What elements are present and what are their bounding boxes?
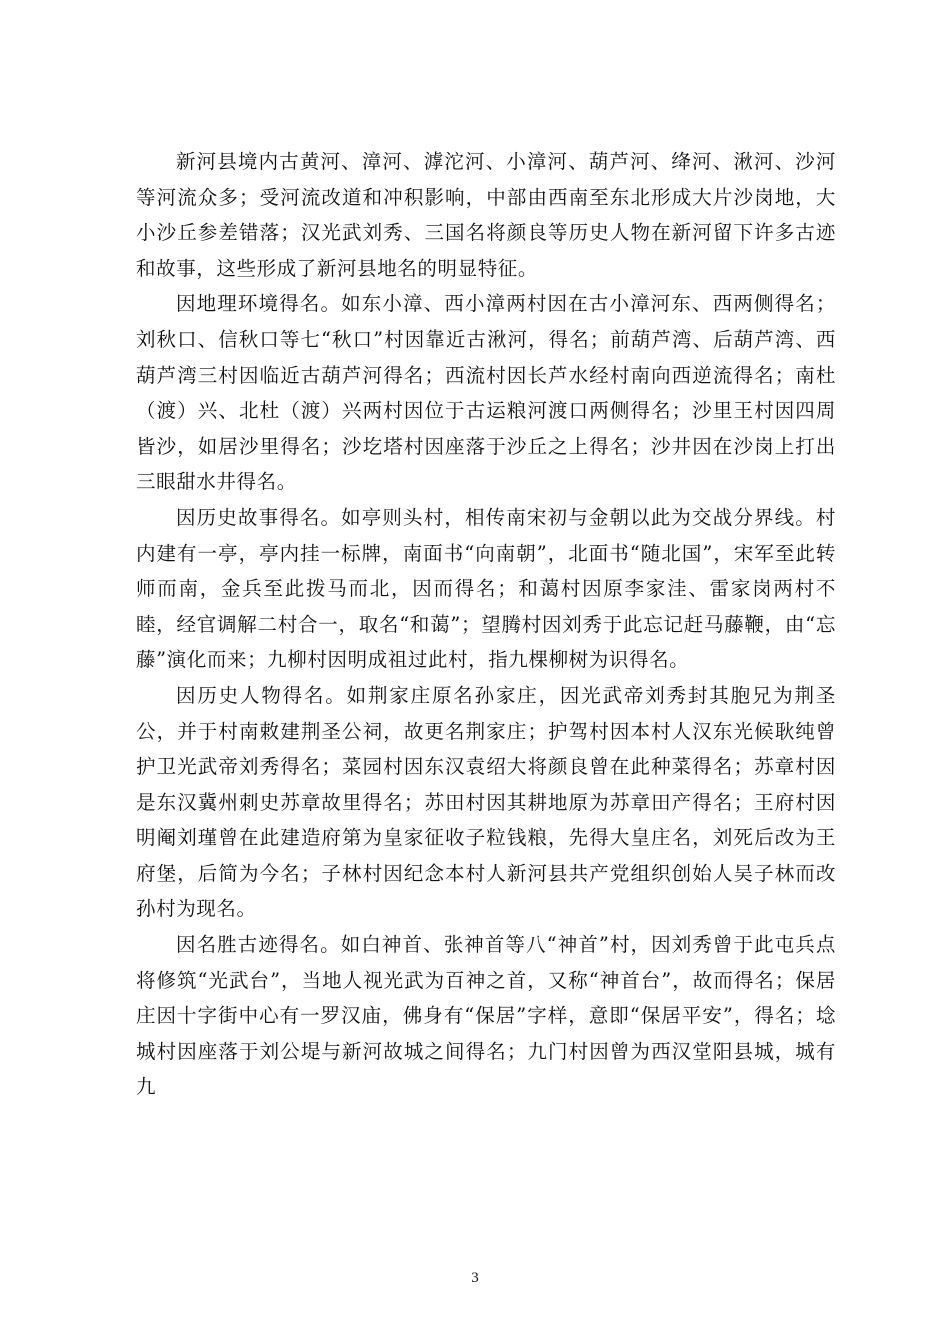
paragraph-historic-sites: 因名胜古迹得名。如白神首、张神首等八“神首”村，因刘秀曾于此屯兵点将修筑“光武台”，当地人视光武为百神之首，又称“神首台”，故而得名；保居庄因十字街中心有一罗汉庙，佛身有“保居”字样，意即“保居平安”，得名；埝城村因座落于刘公堤与新河故城之间得名；九门村因曾为西汉堂阳县城，城有九: [136, 933, 836, 1099]
body-text: [136, 144, 836, 1105]
paragraph-geography-names: 因地理环境得名。如东小漳、西小漳两村因在古小漳河东、西两侧得名；刘秋口、信秋口等七“秋口”村因靠近古湫河，得名；前葫芦湾、后葫芦湾、西葫芦湾三村因临近古葫芦河得名；西流村因长芦水经村南向西逆流得名；南杜（渡）兴、北杜（渡）兴两村因位于古运粮河渡口两侧得名；沙里王村因四周皆沙，如居沙里得名；沙圪塔村因座落于沙丘之上得名；沙井因在沙岗上打出三眼甜水井得名。: [136, 292, 836, 494]
paragraph-historical-stories: 因历史故事得名。如亭则头村，相传南宋初与金朝以此为交战分界线。村内建有一亭，亭内挂一标牌，南面书“向南朝”，北面书“随北国”，宋军至此转师而南，金兵至此拨马而北，因而得名；和蔼村因原李家洼、雷家岗两村不睦，经官调解二村合一，取名“和蔼”；望腾村因刘秀于此忘记赶马藤鞭，由“忘藤”演化而来；九柳村因明成祖过此村，指九棵柳树为识得名。: [136, 505, 836, 672]
paragraph-historical-figures: 因历史人物得名。如荆家庄原名孙家庄，因光武帝刘秀封其胞兄为荆圣公，并于村南敕建荆圣公祠，故更名荆家庄；护驾村因本村人汉东光候耿纯曾护卫光武帝刘秀得名；菜园村因东汉袁绍大将颜良曾在此种菜得名；苏章村因是东汉冀州刺史苏章故里得名；苏田村因其耕地原为苏章田产得名；王府村因明阉刘瑾曾在此建造府第为皇家征收子粒钱粮，先得大皇庄名，刘死后改为王府堡，后简为今名；子林村因纪念本村人新河县共产党组织创始人吴子林而改孙村为现名。: [136, 683, 836, 921]
page-number: 3: [471, 1270, 479, 1286]
paragraph-river-features: 新河县境内古黄河、漳河、滹沱河、小漳河、葫芦河、绛河、湫河、沙河等河流众多；受河流改道和冲积影响，中部由西南至东北形成大片沙岗地，大小沙丘参差错落；汉光武刘秀、三国名将颜良等历史人物在新河留下许多古迹和故事，这些形成了新河县地名的明显特征。: [136, 150, 836, 280]
